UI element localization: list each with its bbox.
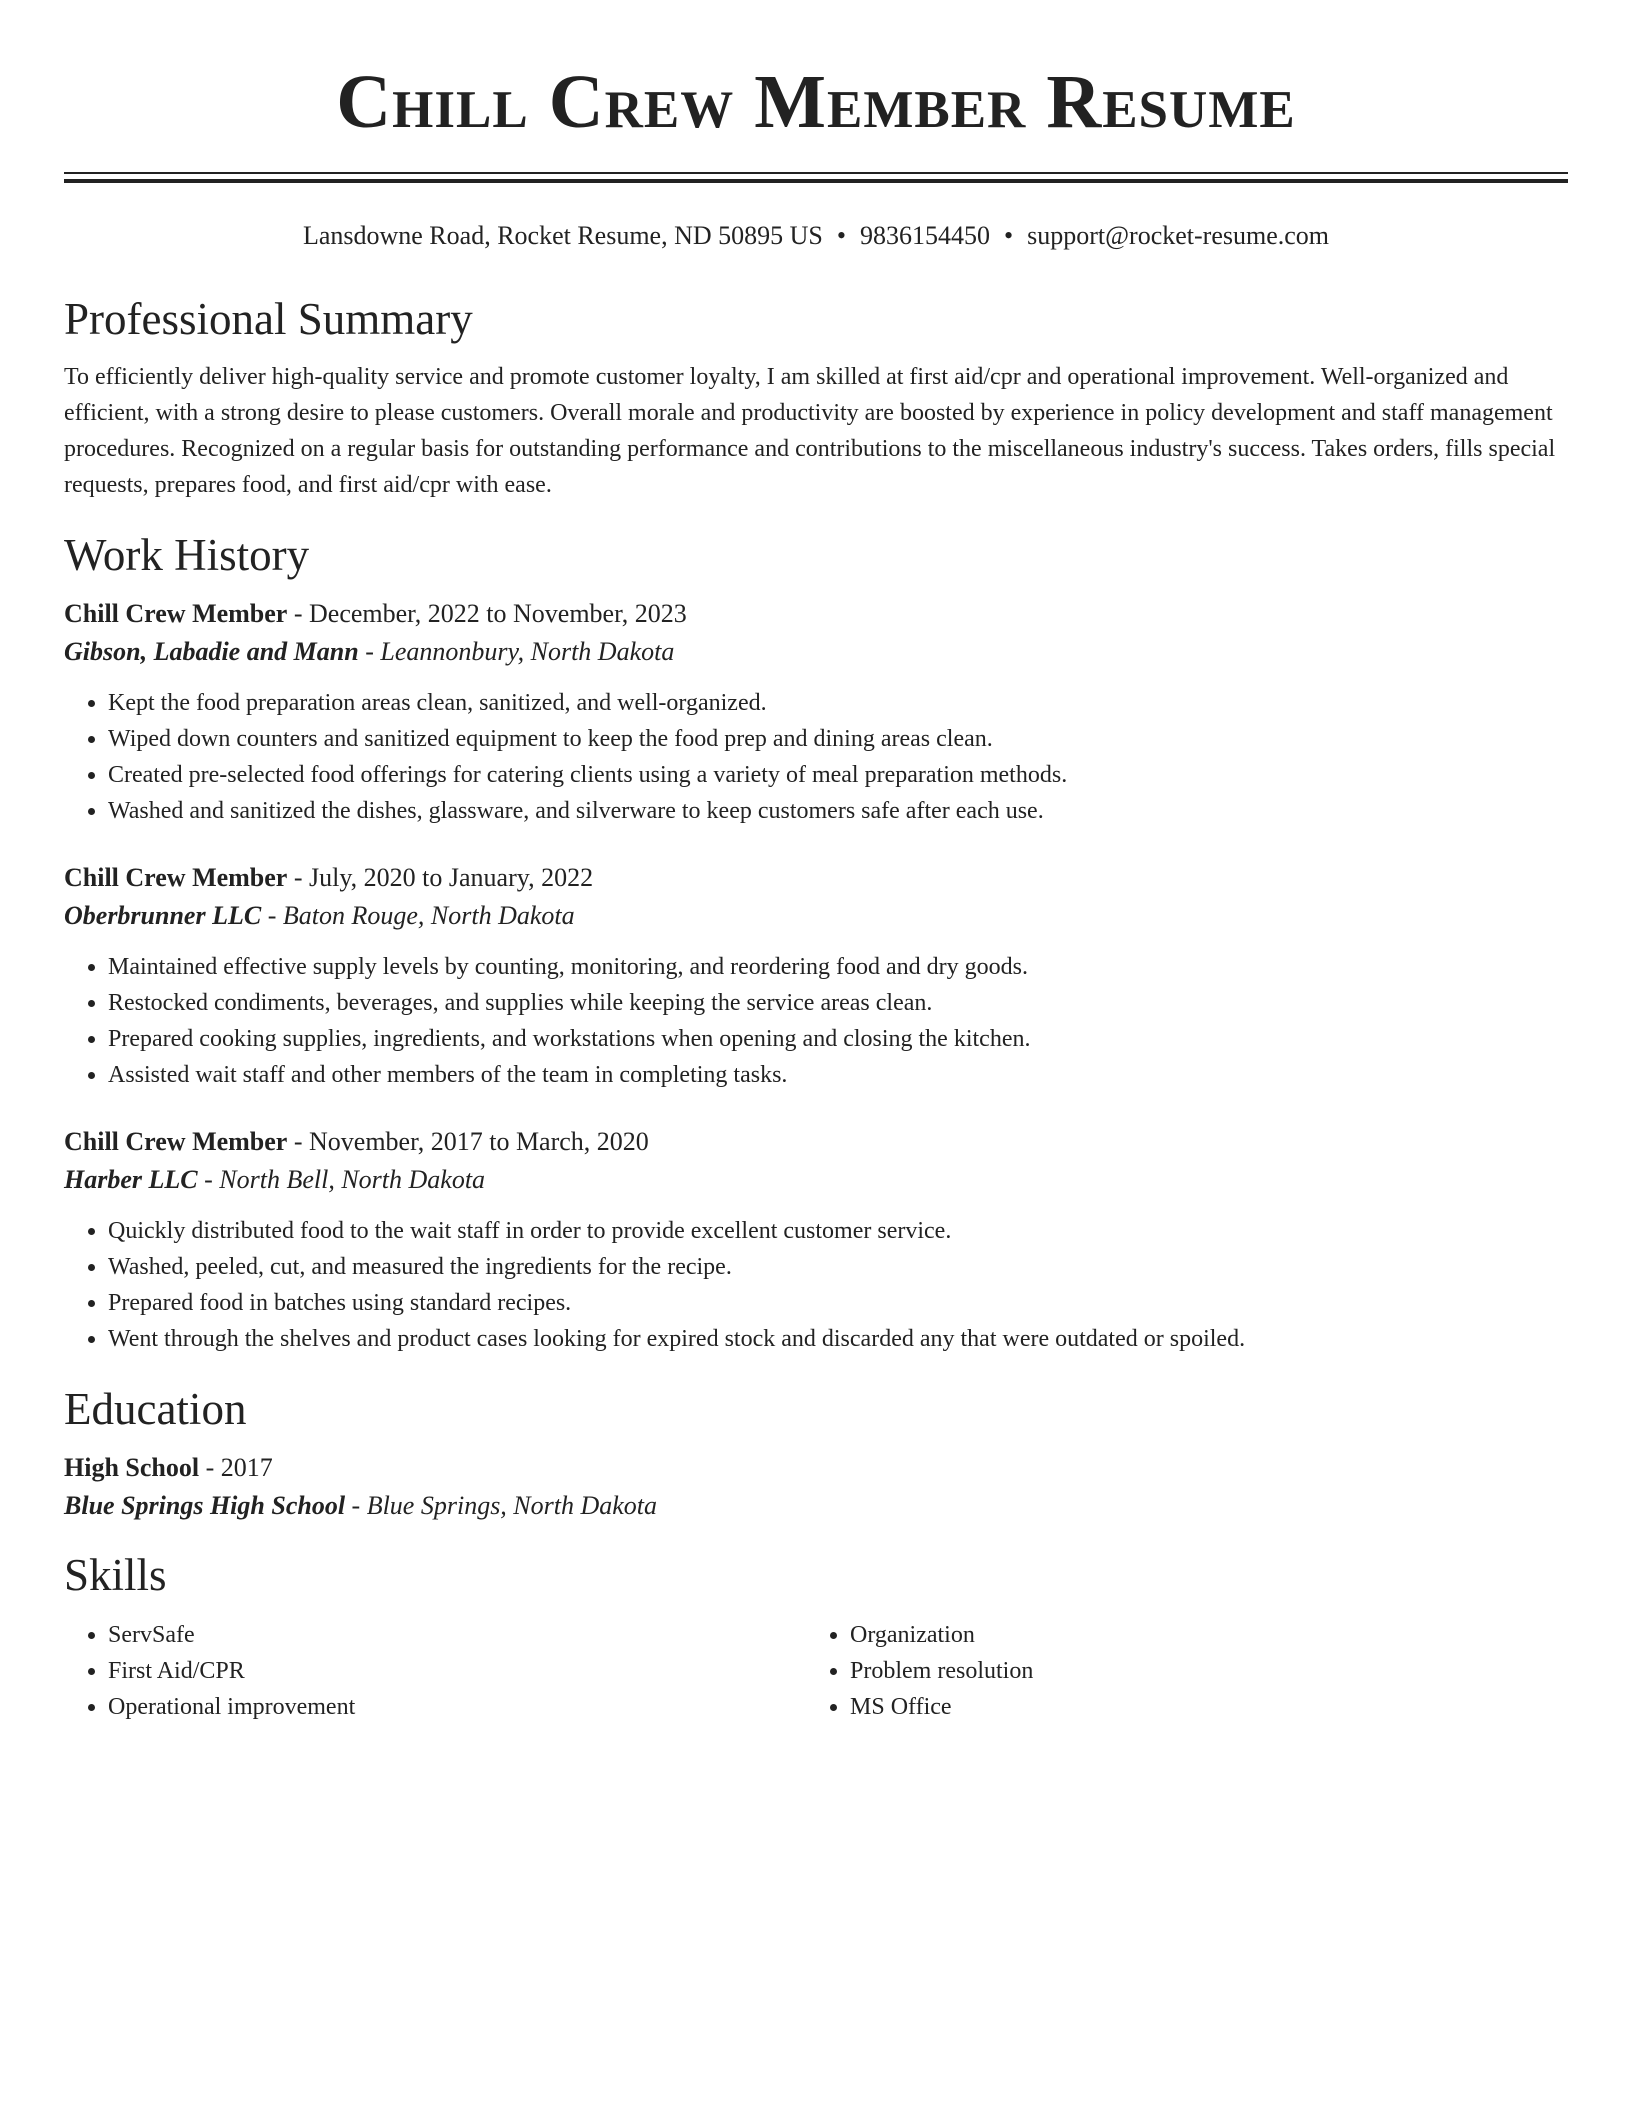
job-entry bbox=[64, 595, 1568, 829]
job-bullet: • Prepared cooking supplies, ingredients, and workstations when opening and closing the kitchen. bbox=[108, 1021, 1568, 1057]
job-title-line bbox=[64, 595, 1568, 633]
skill-item: • MS Office bbox=[850, 1689, 1548, 1725]
job-bullet: • Quickly distributed food to the wait staff in order to provide excellent customer service. bbox=[108, 1213, 1568, 1249]
job-title: Chill Crew Member bbox=[64, 1127, 288, 1156]
education-degree: High School bbox=[64, 1453, 200, 1482]
education-year: - 2017 bbox=[199, 1453, 273, 1482]
skills-heading: Skills bbox=[64, 1550, 167, 1600]
job-title-line bbox=[64, 1123, 1568, 1161]
skills-column-right bbox=[806, 1617, 1548, 1725]
education-school-line bbox=[64, 1487, 1568, 1525]
education-school: Blue Springs High School bbox=[64, 1491, 346, 1520]
employer-name: Oberbrunner LLC bbox=[64, 901, 262, 930]
job-title: Chill Crew Member bbox=[64, 863, 288, 892]
job-bullet: • Washed, peeled, cut, and measured the ingredients for the recipe. bbox=[108, 1249, 1568, 1285]
contact-separator: • bbox=[836, 221, 846, 250]
job-bullet: • Wiped down counters and sanitized equipment to keep the food prep and dining areas clean. bbox=[108, 721, 1568, 757]
skill-item: • ServSafe bbox=[108, 1617, 806, 1653]
education-location: - Blue Springs, North Dakota bbox=[345, 1491, 658, 1520]
employer-line bbox=[64, 1161, 1568, 1199]
job-bullets bbox=[64, 1213, 1568, 1357]
resume-title: Chill Crew Member Resume bbox=[336, 60, 1296, 144]
job-bullet: • Maintained effective supply levels by counting, monitoring, and reordering food and dry goods. bbox=[108, 949, 1568, 985]
job-dates: - December, 2022 to November, 2023 bbox=[287, 599, 687, 628]
contact-separator: • bbox=[1004, 221, 1014, 250]
job-bullet: • Went through the shelves and product cases looking for expired stock and discarded any that were outdated or spoiled. bbox=[108, 1321, 1568, 1357]
employer-name: Gibson, Labadie and Mann bbox=[64, 637, 359, 666]
job-title: Chill Crew Member bbox=[64, 599, 288, 628]
job-bullets bbox=[64, 949, 1568, 1093]
contact-line bbox=[64, 219, 1568, 253]
skill-item: • Organization bbox=[850, 1617, 1548, 1653]
contact-email: support@rocket-resume.com bbox=[1027, 221, 1330, 250]
work-history-heading: Work History bbox=[64, 530, 310, 580]
summary-heading: Professional Summary bbox=[64, 294, 473, 344]
skills-list bbox=[64, 1617, 1568, 1725]
job-bullets bbox=[64, 685, 1568, 829]
job-bullet: • Washed and sanitized the dishes, glassware, and silverware to keep customers safe after each use. bbox=[108, 793, 1568, 829]
job-bullet: • Assisted wait staff and other members of the team in completing tasks. bbox=[108, 1057, 1568, 1093]
job-bullet: • Created pre-selected food offerings for catering clients using a variety of meal preparation methods. bbox=[108, 757, 1568, 793]
job-entry bbox=[64, 1123, 1568, 1357]
summary-text: To efficiently deliver high-quality service and promote customer loyalty, I am skilled at first aid/cpr and operational improvement. Well-organized and efficient, with a strong desire to please customers. Overall morale and productivity are boosted by experience in policy development and staff management procedures. Recognized on a regular basis for outstanding performance and contributions to the miscellaneous industry's success. Takes orders, fills special requests, prepares food, and first aid/cpr with ease. bbox=[64, 364, 1556, 498]
job-dates: - November, 2017 to March, 2020 bbox=[287, 1127, 649, 1156]
employer-name: Harber LLC bbox=[64, 1165, 198, 1194]
employer-location: - Leannonbury, North Dakota bbox=[358, 637, 675, 666]
job-bullet: • Restocked condiments, beverages, and supplies while keeping the service areas clean. bbox=[108, 985, 1568, 1021]
contact-phone: 9836154450 bbox=[860, 221, 990, 250]
skill-item: • First Aid/CPR bbox=[108, 1653, 806, 1689]
employer-line bbox=[64, 633, 1568, 671]
title-divider bbox=[64, 172, 1568, 183]
contact-address: Lansdowne Road, Rocket Resume, ND 50895 US bbox=[302, 221, 823, 250]
employer-location: - Baton Rouge, North Dakota bbox=[261, 901, 575, 930]
education-heading: Education bbox=[64, 1384, 247, 1434]
employer-location: - North Bell, North Dakota bbox=[197, 1165, 486, 1194]
skills-column-left bbox=[64, 1617, 806, 1725]
job-entry bbox=[64, 859, 1568, 1093]
job-title-line bbox=[64, 859, 1568, 897]
skill-item: • Problem resolution bbox=[850, 1653, 1548, 1689]
skill-item: • Operational improvement bbox=[108, 1689, 806, 1725]
job-bullet: • Kept the food preparation areas clean, sanitized, and well-organized. bbox=[108, 685, 1568, 721]
education-degree-line bbox=[64, 1449, 1568, 1487]
job-bullet: • Prepared food in batches using standard recipes. bbox=[108, 1285, 1568, 1321]
job-dates: - July, 2020 to January, 2022 bbox=[287, 863, 594, 892]
employer-line bbox=[64, 897, 1568, 935]
